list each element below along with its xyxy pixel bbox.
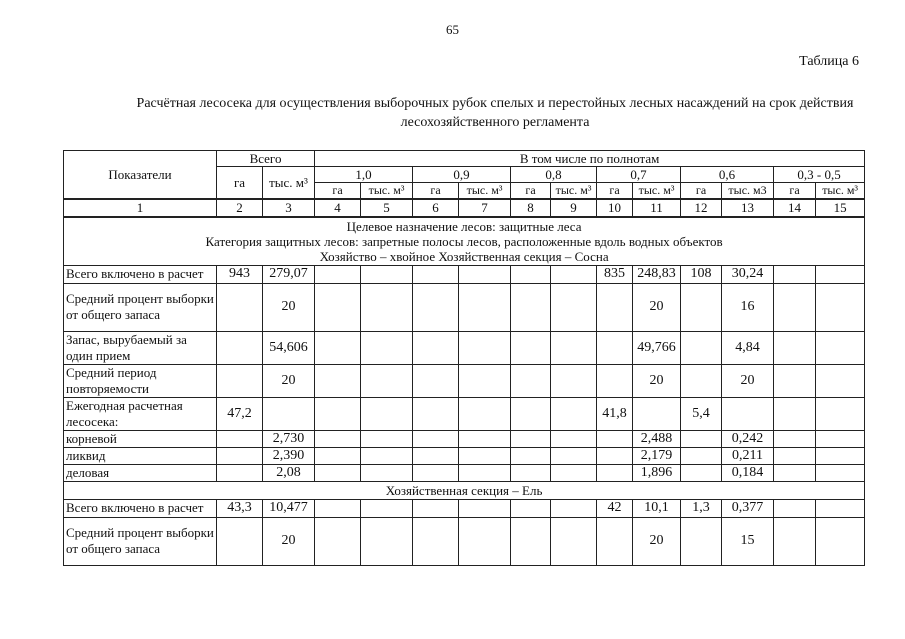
table-cell	[774, 265, 816, 283]
table-cell	[681, 364, 722, 397]
table-cell: 0,184	[722, 464, 774, 481]
table-cell	[816, 364, 865, 397]
table-cell: 5,4	[681, 397, 722, 430]
table-cell	[361, 447, 413, 464]
row-label: Запас, вырубаемый за один прием	[64, 331, 217, 364]
table-cell: 20	[263, 364, 315, 397]
header-total-ha: га	[217, 167, 263, 199]
section-line: Целевое назначение лесов: защитные леса	[346, 218, 582, 234]
column-number: 2	[217, 199, 263, 217]
header-total: Всего	[217, 151, 315, 167]
table-cell	[315, 331, 361, 364]
allowable-cut-table	[63, 150, 865, 566]
table-cell: 4,84	[722, 331, 774, 364]
table-cell	[217, 464, 263, 481]
table-row	[64, 499, 865, 517]
table-cell	[597, 283, 633, 331]
table-cell	[774, 397, 816, 430]
table-cell	[774, 447, 816, 464]
table-cell: 0,242	[722, 430, 774, 447]
header-density-0-8: 0,8	[511, 167, 597, 183]
subheader-ha: га	[315, 183, 361, 199]
table-cell	[774, 517, 816, 565]
table-cell	[774, 283, 816, 331]
table-cell	[774, 364, 816, 397]
table-cell	[816, 283, 865, 331]
table-label: Таблица 6	[799, 54, 859, 69]
table-cell	[413, 499, 459, 517]
table-cell: 10,477	[263, 499, 315, 517]
table-cell	[361, 265, 413, 283]
table-cell: 10,1	[633, 499, 681, 517]
table-cell	[315, 517, 361, 565]
column-number: 1	[64, 199, 217, 217]
table-cell	[681, 517, 722, 565]
subheader-ths-m3: тыс. м³	[633, 183, 681, 199]
header-density-0-3-0-5: 0,3 - 0,5	[774, 167, 865, 183]
column-number: 15	[816, 199, 865, 217]
table-cell	[597, 331, 633, 364]
table-cell	[315, 364, 361, 397]
header-density-0-9: 0,9	[413, 167, 511, 183]
table-cell	[551, 397, 597, 430]
subheader-ha: га	[413, 183, 459, 199]
subheader-ha: га	[774, 183, 816, 199]
table-cell	[511, 397, 551, 430]
column-number: 4	[315, 199, 361, 217]
table-cell	[774, 430, 816, 447]
table-row	[64, 447, 865, 464]
table-cell	[681, 464, 722, 481]
table-cell: 2,08	[263, 464, 315, 481]
column-number: 6	[413, 199, 459, 217]
table-cell	[217, 447, 263, 464]
table-cell	[361, 517, 413, 565]
table-cell	[816, 517, 865, 565]
table-cell	[459, 397, 511, 430]
table-cell: 943	[217, 265, 263, 283]
subheader-ths-m3: тыс. м³	[459, 183, 511, 199]
table-cell	[413, 447, 459, 464]
table-cell	[459, 331, 511, 364]
table-cell	[551, 331, 597, 364]
table-cell: 835	[597, 265, 633, 283]
table-cell: 47,2	[217, 397, 263, 430]
header-density-0-7: 0,7	[597, 167, 681, 183]
table-cell	[722, 397, 774, 430]
table-cell	[511, 265, 551, 283]
table-cell: 0,377	[722, 499, 774, 517]
table-cell	[597, 364, 633, 397]
table-cell	[511, 430, 551, 447]
table-cell	[816, 430, 865, 447]
table-cell	[551, 265, 597, 283]
table-cell	[816, 265, 865, 283]
table-cell: 20	[633, 283, 681, 331]
subheader-ths-m3: тыс. м3	[722, 183, 774, 199]
header-by-density: В том числе по полнотам	[315, 151, 865, 167]
column-number: 7	[459, 199, 511, 217]
table-cell	[217, 283, 263, 331]
table-cell	[263, 397, 315, 430]
table-cell	[413, 364, 459, 397]
table-cell	[315, 464, 361, 481]
table-cell: 42	[597, 499, 633, 517]
table-cell	[413, 464, 459, 481]
table-cell	[681, 430, 722, 447]
column-number: 10	[597, 199, 633, 217]
row-label: Ежегодная расчетная лесосека:	[64, 397, 217, 430]
table-cell	[681, 331, 722, 364]
table-cell: 30,24	[722, 265, 774, 283]
table-cell	[413, 430, 459, 447]
row-label: Всего включено в расчет	[64, 265, 217, 283]
page-number: 65	[446, 22, 459, 37]
table-cell	[217, 331, 263, 364]
table-cell	[511, 283, 551, 331]
table-cell	[511, 517, 551, 565]
row-label: Всего включено в расчет	[64, 499, 217, 517]
column-number: 13	[722, 199, 774, 217]
table-cell	[217, 517, 263, 565]
table-cell	[511, 447, 551, 464]
column-number: 14	[774, 199, 816, 217]
row-label: ликвид	[64, 447, 217, 464]
table-cell	[413, 331, 459, 364]
table-cell: 54,606	[263, 331, 315, 364]
table-row	[64, 464, 865, 481]
section-line: Категория защитных лесов: запретные полосы лесов, расположенные вдоль водных объектов	[205, 233, 723, 249]
table-cell	[459, 499, 511, 517]
table-cell: 20	[633, 364, 681, 397]
column-number-row	[64, 199, 865, 217]
table-cell	[551, 464, 597, 481]
table-cell	[459, 464, 511, 481]
table-cell	[597, 517, 633, 565]
section-line: Хозяйство – хвойное Хозяйственная секция – Сосна	[319, 248, 609, 264]
table-cell	[816, 331, 865, 364]
table-cell	[551, 364, 597, 397]
row-label: деловая	[64, 464, 217, 481]
table-cell	[413, 517, 459, 565]
table-cell	[459, 265, 511, 283]
table-cell: 2,730	[263, 430, 315, 447]
table-row	[64, 430, 865, 447]
table-cell	[361, 464, 413, 481]
table-cell	[361, 499, 413, 517]
table-cell: 2,390	[263, 447, 315, 464]
table-title: Расчётная лесосека для осуществления выборочных рубок спелых и перестойных лесных насаждений на срок действия лесохозяйственного регламента	[136, 96, 854, 130]
table-cell	[511, 499, 551, 517]
table-cell	[816, 447, 865, 464]
subheader-ha: га	[597, 183, 633, 199]
table-cell	[361, 430, 413, 447]
table-row	[64, 331, 865, 364]
table-cell	[459, 364, 511, 397]
table-cell	[361, 364, 413, 397]
column-number: 5	[361, 199, 413, 217]
table-cell	[551, 517, 597, 565]
table-cell: 43,3	[217, 499, 263, 517]
table-cell	[413, 283, 459, 331]
table-cell	[413, 265, 459, 283]
table-cell: 20	[263, 517, 315, 565]
table-cell: 279,07	[263, 265, 315, 283]
column-number: 3	[263, 199, 315, 217]
table-cell	[315, 499, 361, 517]
section-spruce: Хозяйственная секция – Ель	[64, 481, 865, 499]
row-label: корневой	[64, 430, 217, 447]
column-number: 8	[511, 199, 551, 217]
table-cell: 1,896	[633, 464, 681, 481]
table-cell: 20	[633, 517, 681, 565]
table-cell	[511, 331, 551, 364]
subheader-ths-m3: тыс. м³	[816, 183, 865, 199]
table-cell	[551, 447, 597, 464]
table-cell	[551, 499, 597, 517]
table-cell	[633, 397, 681, 430]
table-cell	[459, 447, 511, 464]
table-row	[64, 265, 865, 283]
table-cell	[511, 364, 551, 397]
subheader-ths-m3: тыс. м³	[361, 183, 413, 199]
table-cell	[315, 283, 361, 331]
table-cell: 2,488	[633, 430, 681, 447]
table-cell: 248,83	[633, 265, 681, 283]
table-cell	[597, 464, 633, 481]
header-density-0-6: 0,6	[681, 167, 774, 183]
subheader-ha: га	[511, 183, 551, 199]
table-row	[64, 397, 865, 430]
column-number: 11	[633, 199, 681, 217]
table-cell	[217, 364, 263, 397]
table-cell	[551, 430, 597, 447]
column-number: 9	[551, 199, 597, 217]
table-cell	[816, 464, 865, 481]
table-cell: 20	[263, 283, 315, 331]
table-row	[64, 283, 865, 331]
subheader-ths-m3: тыс. м³	[551, 183, 597, 199]
table-cell: 1,3	[681, 499, 722, 517]
table-row	[64, 517, 865, 565]
table-cell	[217, 430, 263, 447]
table-cell: 2,179	[633, 447, 681, 464]
table-cell	[315, 447, 361, 464]
table-cell: 0,211	[722, 447, 774, 464]
header-density-1-0: 1,0	[315, 167, 413, 183]
table-cell	[315, 397, 361, 430]
table-cell	[315, 430, 361, 447]
table-cell	[597, 447, 633, 464]
table-cell	[361, 397, 413, 430]
table-cell	[459, 517, 511, 565]
row-label: Средний период повторяемости	[64, 364, 217, 397]
table-cell	[361, 283, 413, 331]
table-cell	[774, 464, 816, 481]
table-cell: 41,8	[597, 397, 633, 430]
row-label: Средний процент выборки от общего запаса	[64, 517, 217, 565]
row-label: Средний процент выборки от общего запаса	[64, 283, 217, 331]
table-cell	[681, 447, 722, 464]
column-number: 12	[681, 199, 722, 217]
table-cell	[361, 331, 413, 364]
table-cell	[315, 265, 361, 283]
table-cell	[551, 283, 597, 331]
table-cell	[459, 430, 511, 447]
table-cell	[774, 499, 816, 517]
table-cell	[511, 464, 551, 481]
section-purpose	[64, 217, 865, 266]
header-total-ths-m3: тыс. м³	[263, 167, 315, 199]
table-cell	[413, 397, 459, 430]
table-cell: 49,766	[633, 331, 681, 364]
table-cell	[459, 283, 511, 331]
table-cell	[774, 331, 816, 364]
table-cell: 20	[722, 364, 774, 397]
table-cell	[816, 397, 865, 430]
subheader-ha: га	[681, 183, 722, 199]
table-cell	[597, 430, 633, 447]
table-cell	[681, 283, 722, 331]
table-cell: 15	[722, 517, 774, 565]
table-row	[64, 364, 865, 397]
header-indicators: Показатели	[64, 151, 217, 199]
table-cell: 16	[722, 283, 774, 331]
table-cell: 108	[681, 265, 722, 283]
table-cell	[816, 499, 865, 517]
